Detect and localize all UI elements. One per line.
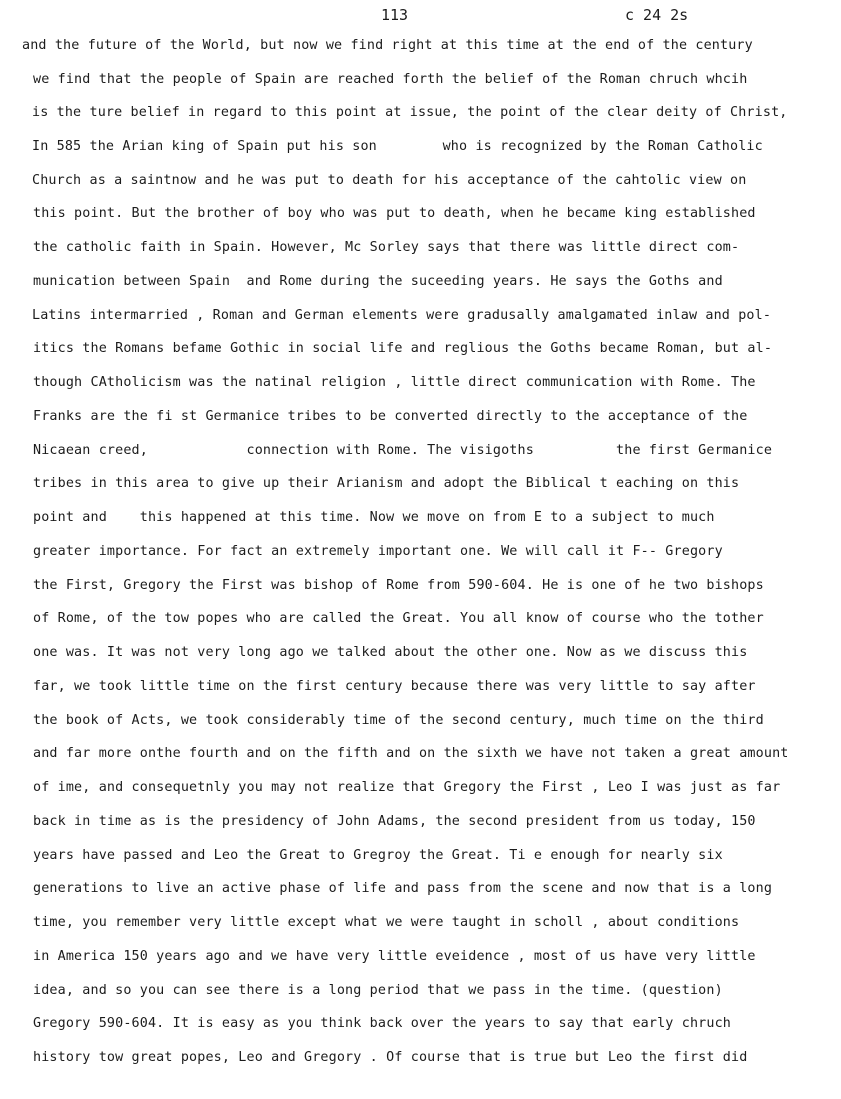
text-line: of Rome, of the tow popes who are called the Great. You all know of course who the tother [33, 611, 764, 626]
text-line: this point. But the brother of boy who was put to death, when he became king established [33, 206, 756, 221]
text-line: history tow great popes, Leo and Gregory . Of course that is true but Leo the first did [33, 1050, 748, 1065]
text-line: we find that the people of Spain are reached forth the belief of the Roman chruch whcih [33, 72, 748, 87]
text-line: years have passed and Leo the Great to Gregroy the Great. Ti e enough for nearly six [33, 848, 723, 863]
text-line: time, you remember very little except what we were taught in scholl , about conditions [33, 915, 740, 930]
text-line: greater importance. For fact an extremely important one. We will call it F-- Gregory [33, 544, 723, 559]
text-line: in America 150 years ago and we have very little eveidence , most of us have very little [33, 949, 756, 964]
text-line: and the future of the World, but now we find right at this time at the end of the century [22, 38, 753, 53]
page-reference: c 24 2s [625, 6, 689, 24]
text-line: back in time as is the presidency of John Adams, the second president from us today, 150 [33, 814, 756, 829]
text-line: In 585 the Arian king of Spain put his son who is recognized by the Roman Catholic [32, 139, 763, 154]
text-line: though CAtholicism was the natinal religion , little direct communication with Rome. The [33, 375, 756, 390]
text-line: Franks are the fi st Germanice tribes to be converted directly to the acceptance of the [33, 409, 748, 424]
text-line: the First, Gregory the First was bishop of Rome from 590-604. He is one of he two bishops [33, 578, 764, 593]
text-line: munication between Spain and Rome during the suceeding years. He says the Goths and [33, 274, 723, 289]
text-line: Nicaean creed, connection with Rome. The visigoths the first Germanice [33, 443, 773, 458]
text-line: and far more onthe fourth and on the fifth and on the sixth we have not taken a great amount [33, 746, 789, 761]
text-line: Gregory 590-604. It is easy as you think back over the years to say that early chruch [33, 1016, 732, 1031]
text-line: far, we took little time on the first century because there was very little to say after [33, 679, 756, 694]
text-line: of ime, and consequetnly you may not realize that Gregory the First , Leo I was just as far [33, 780, 781, 795]
text-line: itics the Romans befame Gothic in social life and reglious the Goths became Roman, but al- [33, 341, 773, 356]
text-line: Latins intermarried , Roman and German elements were gradusally amalgamated inlaw and pol- [32, 308, 772, 323]
text-line: generations to live an active phase of life and pass from the scene and now that is a long [33, 881, 773, 896]
text-line: Church as a saintnow and he was put to death for his acceptance of the cahtolic view on [32, 173, 747, 188]
text-line: idea, and so you can see there is a long period that we pass in the time. (question) [33, 983, 723, 998]
page-number: 113 [381, 6, 409, 24]
text-line: the book of Acts, we took considerably time of the second century, much time on the third [33, 713, 764, 728]
text-line: tribes in this area to give up their Arianism and adopt the Biblical t eaching on this [33, 476, 740, 491]
text-line: one was. It was not very long ago we talked about the other one. Now as we discuss this [33, 645, 748, 660]
text-line: is the ture belief in regard to this point at issue, the point of the clear deity of Christ, [32, 105, 788, 120]
text-line: point and this happened at this time. Now we move on from E to a subject to much [33, 510, 715, 525]
text-line: the catholic faith in Spain. However, Mc Sorley says that there was little direct com- [33, 240, 740, 255]
